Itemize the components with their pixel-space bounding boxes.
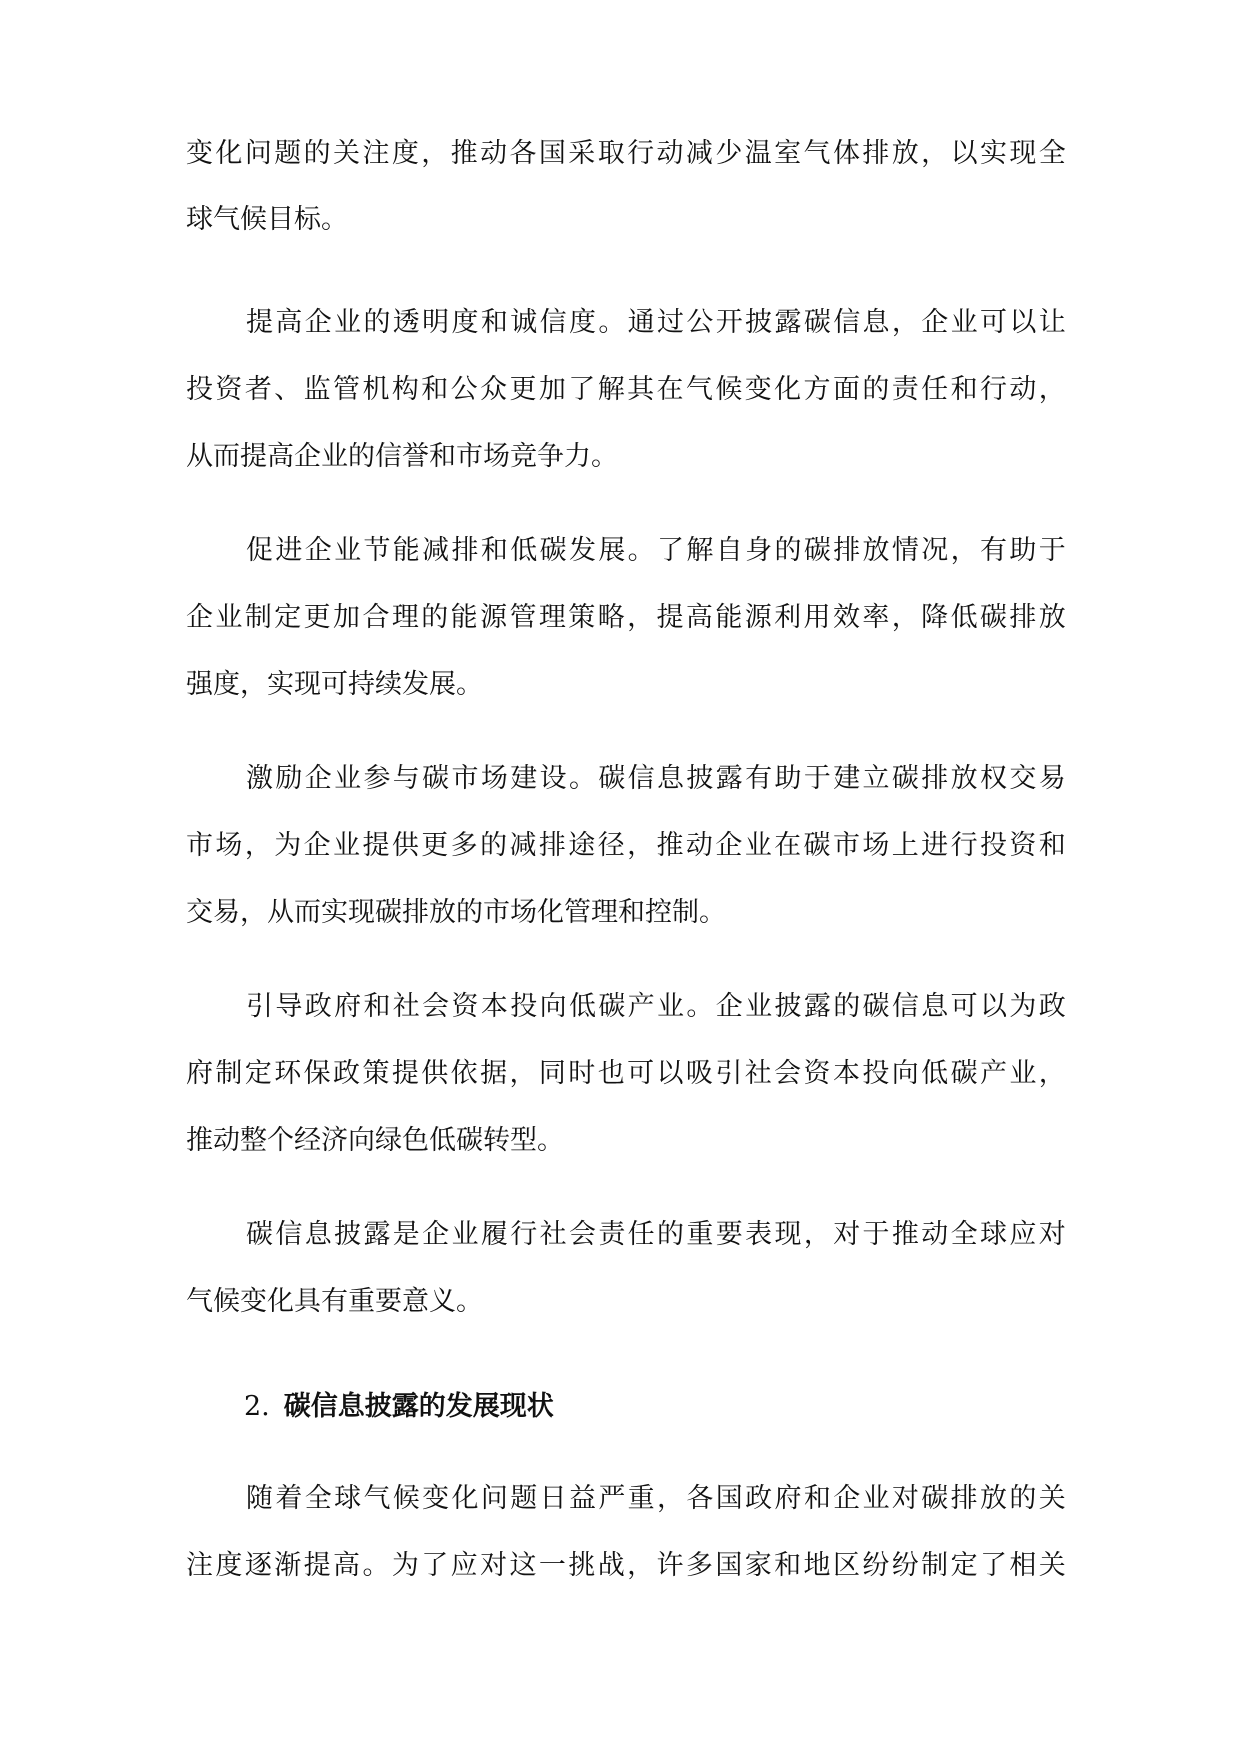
section-title: 碳信息披露的发展现状: [283, 1391, 554, 1422]
text-line: 交易，从而实现碳排放的市场化管理和控制。: [186, 897, 726, 928]
section-heading: [244, 1387, 554, 1427]
text-line: 市 场 ， 为 企 业 提 供 更 多 的 减 排 途 径 ， 推 动 企 业 在 碳 市 场 上 进 行 投 资 和: [186, 830, 1066, 861]
text-line: 球气候目标。: [186, 204, 348, 235]
text-line: 气候变化具有重要意义。: [186, 1286, 483, 1317]
text-line: 引 导 政 府 和 社 会 资 本 投 向 低 碳 产 业 。 企 业 披 露 的 碳 信 息 可 以 为 政: [246, 991, 1066, 1022]
text-line: 激 励 企 业 参 与 碳 市 场 建 设 。 碳 信 息 披 露 有 助 于 建 立 碳 排 放 权 交 易: [246, 763, 1066, 794]
section-number: 2.: [244, 1391, 270, 1422]
text-line: 推动整个经济向绿色低碳转型。: [186, 1125, 564, 1156]
text-line: 注 度 逐 渐 提 高 。 为 了 应 对 这 一 挑 战 ， 许 多 国 家 和 地 区 纷 纷 制 定 了 相 关: [186, 1550, 1066, 1581]
text-line: 变 化 问 题 的 关 注 度 ， 推 动 各 国 采 取 行 动 减 少 温 室 气 体 排 放 ， 以 实 现 全: [186, 138, 1066, 169]
text-line: 随 着 全 球 气 候 变 化 问 题 日 益 严 重 ， 各 国 政 府 和 企 业 对 碳 排 放 的 关: [246, 1483, 1066, 1514]
text-line: 企 业 制 定 更 加 合 理 的 能 源 管 理 策 略 ， 提 高 能 源 利 用 效 率 ， 降 低 碳 排 放: [186, 602, 1066, 633]
text-line: 投 资 者 、 监 管 机 构 和 公 众 更 加 了 解 其 在 气 候 变 化 方 面 的 责 任 和 行 动 ，: [186, 374, 1066, 405]
text-line: 碳 信 息 披 露 是 企 业 履 行 社 会 责 任 的 重 要 表 现 ， 对 于 推 动 全 球 应 对: [246, 1219, 1066, 1250]
text-line: 促 进 企 业 节 能 减 排 和 低 碳 发 展 。 了 解 自 身 的 碳 排 放 情 况 ， 有 助 于: [246, 535, 1066, 566]
text-line: 提 高 企 业 的 透 明 度 和 诚 信 度 。 通 过 公 开 披 露 碳 信 息 ， 企 业 可 以 让: [246, 307, 1066, 338]
text-line: 府 制 定 环 保 政 策 提 供 依 据 ， 同 时 也 可 以 吸 引 社 会 资 本 投 向 低 碳 产 业 ，: [186, 1058, 1066, 1089]
text-line: 从而提高企业的信誉和市场竞争力。: [186, 441, 618, 472]
text-line: 强度，实现可持续发展。: [186, 669, 483, 700]
